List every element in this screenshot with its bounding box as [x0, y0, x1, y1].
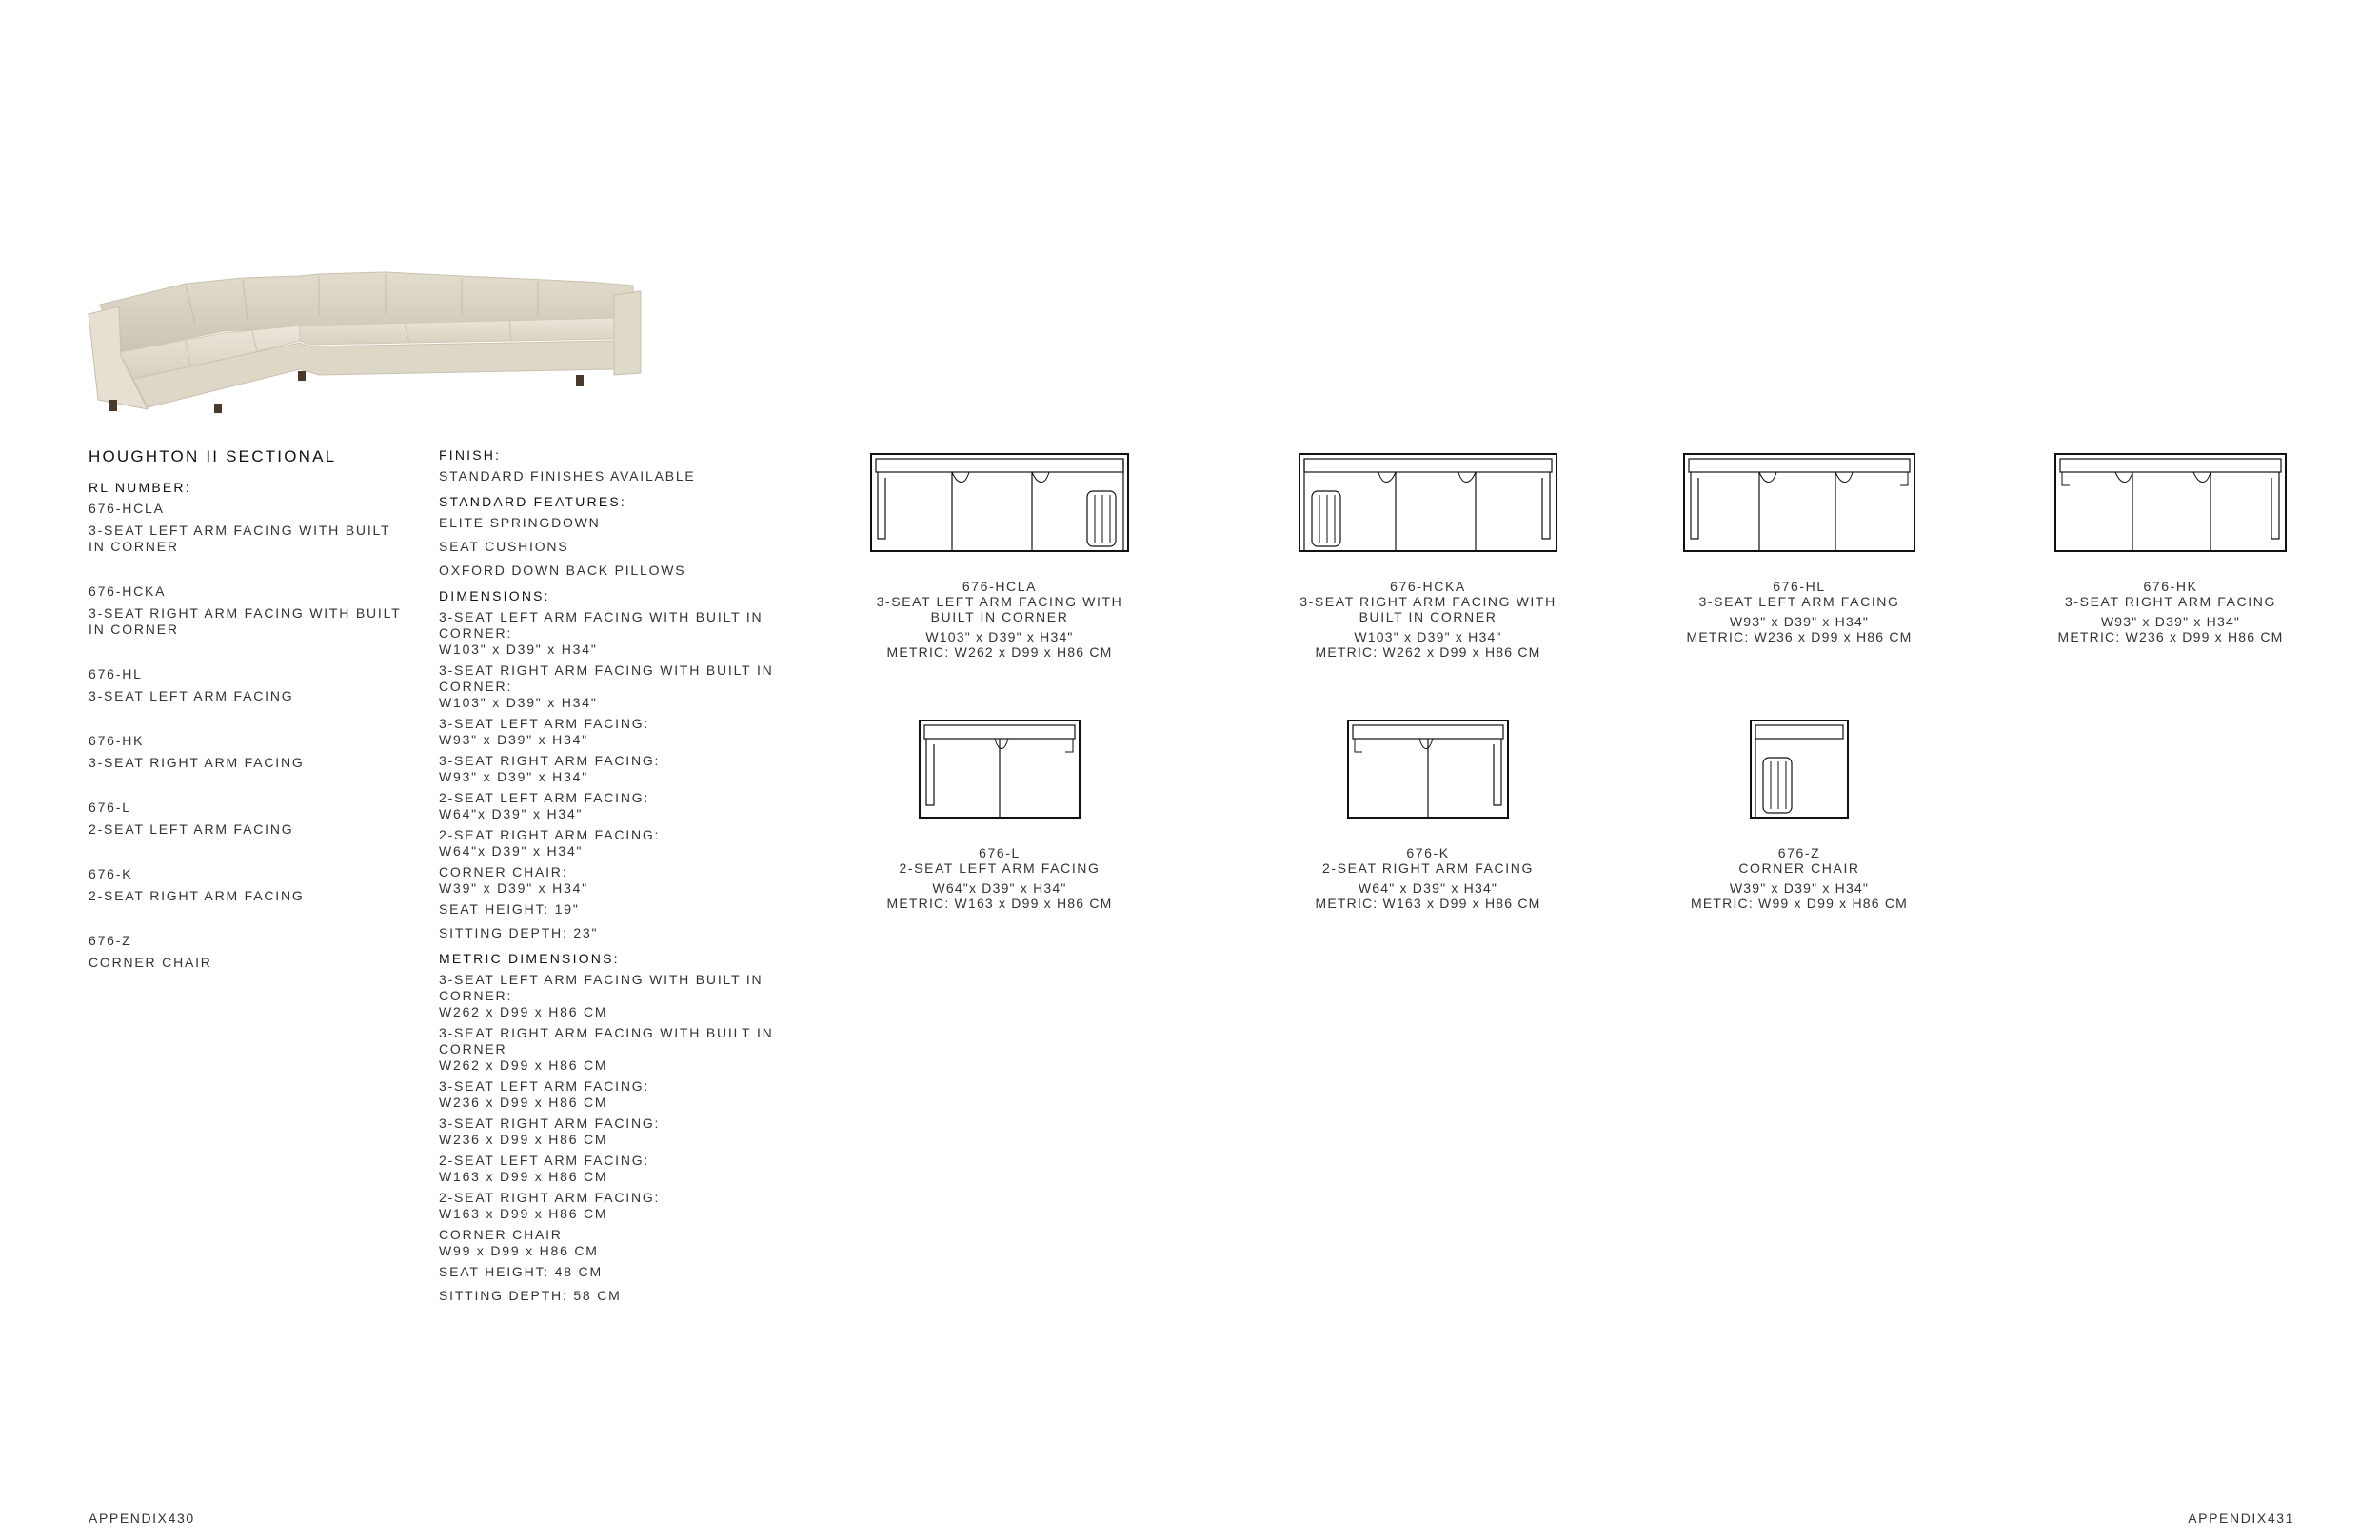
drawing-desc: 3-SEAT RIGHT ARM FACING [2065, 594, 2276, 609]
drawing-dims: W93" x D39" x H34" [2100, 614, 2241, 629]
metric-value: W236 x D99 x H86 CM [439, 1132, 608, 1147]
features-label: STANDARD FEATURES: [439, 494, 626, 509]
product-desc: 2-SEAT LEFT ARM FACING [89, 821, 294, 837]
footer-left-page-number: APPENDIX430 [89, 1510, 195, 1526]
product-desc: CORNER CHAIR [89, 955, 212, 970]
product-desc: 3-SEAT RIGHT ARM FACING [89, 755, 305, 770]
drawing-metric: METRIC: W262 x D99 x H86 CM [1315, 644, 1541, 660]
drawing-code: 676-HCLA [962, 579, 1038, 594]
k-line-drawing [1347, 720, 1509, 819]
dimension-name: 3-SEAT LEFT ARM FACING: [439, 716, 650, 731]
drawing-code: 676-Z [1777, 845, 1821, 860]
metric-value: W262 x D99 x H86 CM [439, 1004, 608, 1019]
dimension-value: W93" x D39" x H34" [439, 732, 589, 747]
drawing-metric: METRIC: W163 x D99 x H86 CM [886, 896, 1113, 911]
product-item [89, 501, 403, 555]
finish-label: FINISH: [439, 447, 502, 463]
drawing-desc: 3-SEAT LEFT ARM FACING [1698, 594, 1900, 609]
metric-value: W163 x D99 x H86 CM [439, 1206, 608, 1221]
drawing-dims: W103" x D39" x H34" [925, 629, 1074, 644]
product-desc: 3-SEAT LEFT ARM FACING WITH BUILT IN CORNER [89, 523, 391, 554]
product-code: 676-HCKA [89, 583, 167, 599]
metric-value: W163 x D99 x H86 CM [439, 1169, 608, 1184]
drawing-desc: 2-SEAT LEFT ARM FACING [899, 860, 1101, 876]
drawing-dims: W93" x D39" x H34" [1729, 614, 1870, 629]
product-code: 676-Z [89, 933, 132, 948]
drawing-card-z [1656, 720, 1942, 911]
z-line-drawing [1750, 720, 1849, 819]
metric-name: CORNER CHAIR [439, 1227, 563, 1242]
drawing-code: 676-HL [1773, 579, 1826, 594]
drawing-desc-2: BUILT IN CORNER [930, 609, 1069, 624]
dimension-name: 3-SEAT RIGHT ARM FACING: [439, 753, 661, 768]
finish-value: STANDARD FINISHES AVAILABLE [439, 468, 696, 484]
metric-seat-height: SEAT HEIGHT: 48 CM [439, 1264, 603, 1279]
drawing-metric: METRIC: W236 x D99 x H86 CM [1686, 629, 1913, 644]
metric-sitting-depth: SITTING DEPTH: 58 CM [439, 1288, 622, 1303]
drawing-metric: METRIC: W99 x D99 x H86 CM [1690, 896, 1908, 911]
l-line-drawing [919, 720, 1081, 819]
drawing-code: 676-HCKA [1390, 579, 1466, 594]
drawing-card-l [857, 720, 1142, 911]
drawing-dims: W64"x D39" x H34" [932, 880, 1067, 896]
metric-name: 3-SEAT LEFT ARM FACING WITH BUILT IN CORNER: [439, 972, 764, 1003]
drawing-dims: W103" x D39" x H34" [1354, 629, 1502, 644]
product-desc: 3-SEAT LEFT ARM FACING [89, 688, 294, 703]
hk-line-drawing [2054, 453, 2287, 552]
drawing-code: 676-K [1406, 845, 1450, 860]
product-item [89, 933, 403, 971]
metric-value: W99 x D99 x H86 CM [439, 1243, 599, 1258]
dimension-name: 3-SEAT LEFT ARM FACING WITH BUILT IN CORNER: [439, 609, 764, 641]
product-code: 676-HCLA [89, 501, 165, 516]
product-desc: 3-SEAT RIGHT ARM FACING WITH BUILT IN CORNER [89, 605, 402, 637]
product-desc: 2-SEAT RIGHT ARM FACING [89, 888, 305, 903]
seat-height: SEAT HEIGHT: 19" [439, 901, 580, 917]
sitting-depth: SITTING DEPTH: 23" [439, 925, 599, 940]
drawing-desc: CORNER CHAIR [1738, 860, 1860, 876]
product-code: 676-HL [89, 666, 143, 681]
drawing-desc: 3-SEAT RIGHT ARM FACING WITH [1299, 594, 1557, 609]
product-item [89, 666, 403, 704]
drawing-metric: METRIC: W236 x D99 x H86 CM [2057, 629, 2284, 644]
dimension-value: W64"x D39" x H34" [439, 806, 584, 821]
feature-item: ELITE SPRINGDOWN [439, 515, 601, 530]
metric-name: 3-SEAT RIGHT ARM FACING: [439, 1116, 661, 1131]
metric-name: 3-SEAT LEFT ARM FACING: [439, 1078, 650, 1094]
hl-line-drawing [1683, 453, 1915, 552]
hcla-line-drawing [870, 453, 1129, 552]
metric-dimensions-label: METRIC DIMENSIONS: [439, 951, 620, 966]
drawing-card-hcla [847, 453, 1152, 660]
drawing-code: 676-HK [2143, 579, 2198, 594]
specs-column [439, 447, 782, 1313]
rl-number-label: RL NUMBER: [89, 480, 191, 495]
feature-item: SEAT CUSHIONS [439, 539, 569, 554]
drawing-card-hcka [1276, 453, 1580, 660]
drawing-card-hk [2028, 453, 2313, 644]
drawing-metric: METRIC: W262 x D99 x H86 CM [886, 644, 1113, 660]
dimension-value: W103" x D39" x H34" [439, 695, 598, 710]
product-item [89, 800, 403, 838]
drawing-dims: W39" x D39" x H34" [1729, 880, 1870, 896]
dimension-name: 2-SEAT LEFT ARM FACING: [439, 790, 650, 805]
dimension-name: 2-SEAT RIGHT ARM FACING: [439, 827, 661, 842]
dimension-value: W64"x D39" x H34" [439, 843, 584, 859]
product-item [89, 733, 403, 771]
feature-item: OXFORD DOWN BACK PILLOWS [439, 563, 686, 578]
drawing-desc-2: BUILT IN CORNER [1359, 609, 1497, 624]
dimension-value: W103" x D39" x H34" [439, 642, 598, 657]
product-item [89, 583, 403, 638]
product-title: HOUGHTON II SECTIONAL [89, 447, 337, 465]
metric-value: W262 x D99 x H86 CM [439, 1057, 608, 1073]
drawing-card-hl [1656, 453, 1942, 644]
metric-name: 3-SEAT RIGHT ARM FACING WITH BUILT IN CORNER [439, 1025, 774, 1056]
product-code: 676-K [89, 866, 133, 881]
drawing-card-k [1285, 720, 1571, 911]
product-list-column [89, 447, 403, 999]
drawing-metric: METRIC: W163 x D99 x H86 CM [1315, 896, 1541, 911]
dimension-name: 3-SEAT RIGHT ARM FACING WITH BUILT IN CORNER: [439, 662, 774, 694]
drawing-code: 676-L [979, 845, 1021, 860]
sectional-sofa-image [81, 257, 643, 419]
dimension-name: CORNER CHAIR: [439, 864, 568, 879]
dimension-value: W39" x D39" x H34" [439, 880, 589, 896]
drawing-desc: 3-SEAT LEFT ARM FACING WITH [876, 594, 1123, 609]
drawing-desc: 2-SEAT RIGHT ARM FACING [1322, 860, 1534, 876]
metric-value: W236 x D99 x H86 CM [439, 1095, 608, 1110]
product-code: 676-L [89, 800, 131, 815]
dimensions-label: DIMENSIONS: [439, 588, 550, 603]
metric-name: 2-SEAT RIGHT ARM FACING: [439, 1190, 661, 1205]
drawing-dims: W64" x D39" x H34" [1358, 880, 1498, 896]
metric-name: 2-SEAT LEFT ARM FACING: [439, 1153, 650, 1168]
dimension-value: W93" x D39" x H34" [439, 769, 589, 784]
hcka-line-drawing [1299, 453, 1557, 552]
product-code: 676-HK [89, 733, 145, 748]
footer-right-page-number: APPENDIX431 [2188, 1510, 2294, 1526]
product-item [89, 866, 403, 904]
